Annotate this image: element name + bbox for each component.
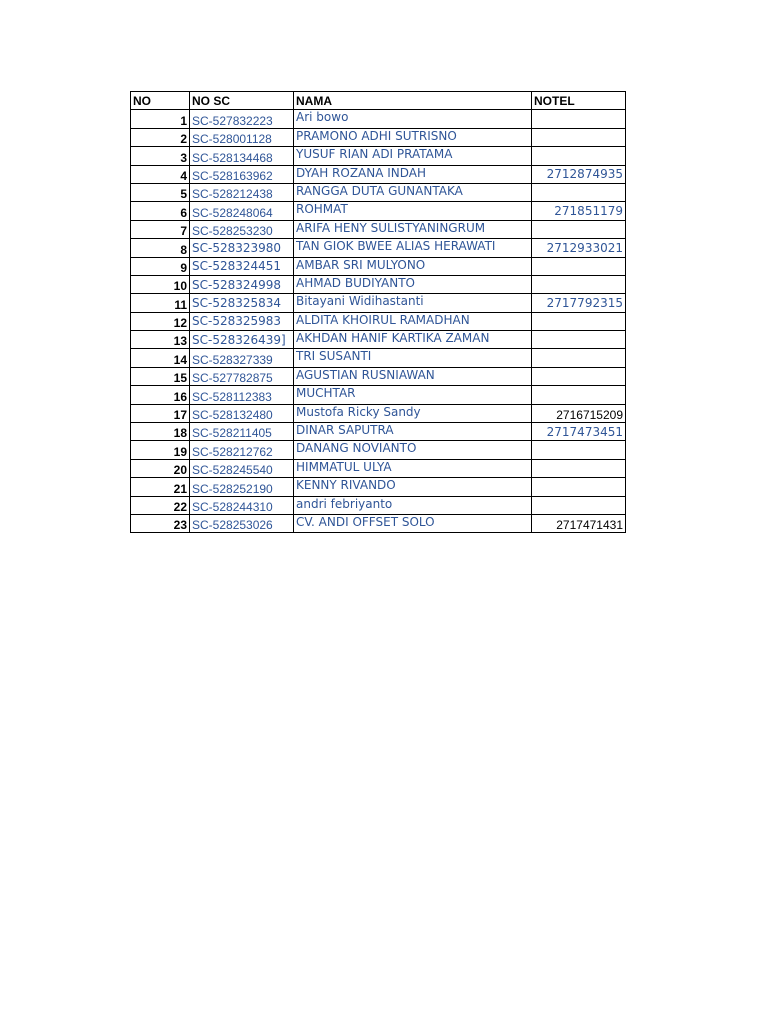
row-number: 2 xyxy=(131,128,190,146)
row-number: 14 xyxy=(131,349,190,367)
row-number: 11 xyxy=(131,294,190,312)
phone-number: 2717471431 xyxy=(532,514,626,532)
customer-name: MUCHTAR xyxy=(294,386,532,404)
row-number: 1 xyxy=(131,110,190,128)
sc-number: SC-527832223 xyxy=(190,110,294,128)
row-number: 20 xyxy=(131,459,190,477)
sc-number: SC-527782875 xyxy=(190,367,294,385)
sc-number: SC-528132480 xyxy=(190,404,294,422)
table-row xyxy=(131,257,626,275)
customer-name: TRI SUSANTI xyxy=(294,349,532,367)
sc-number: SC-528325983 xyxy=(190,312,294,330)
phone-number xyxy=(532,386,626,404)
phone-number xyxy=(532,312,626,330)
sc-number: SC-528323980 xyxy=(190,239,294,257)
header-no-sc: NO SC xyxy=(190,92,294,110)
sc-number: SC-528253026 xyxy=(190,514,294,532)
phone-number xyxy=(532,128,626,146)
table-row xyxy=(131,478,626,496)
table-row xyxy=(131,128,626,146)
customer-name: PRAMONO ADHI SUTRISNO xyxy=(294,128,532,146)
row-number: 4 xyxy=(131,165,190,183)
phone-number: 2716715209 xyxy=(532,404,626,422)
phone-number: 2717792315 xyxy=(532,294,626,312)
phone-number xyxy=(532,441,626,459)
customer-name: AMBAR SRI MULYONO xyxy=(294,257,532,275)
phone-number xyxy=(532,478,626,496)
sc-number: SC-528001128 xyxy=(190,128,294,146)
customer-name: AGUSTIAN RUSNIAWAN xyxy=(294,367,532,385)
customer-name: Bitayani Widihastanti xyxy=(294,294,532,312)
table-row xyxy=(131,239,626,257)
customer-name: ROHMAT xyxy=(294,202,532,220)
phone-number xyxy=(532,183,626,201)
row-number: 10 xyxy=(131,275,190,293)
row-number: 15 xyxy=(131,367,190,385)
table-row xyxy=(131,441,626,459)
table-row xyxy=(131,294,626,312)
customer-name: AKHDAN HANIF KARTIKA ZAMAN xyxy=(294,331,532,349)
table-row xyxy=(131,386,626,404)
row-number: 23 xyxy=(131,514,190,532)
phone-number xyxy=(532,459,626,477)
header-notel: NOTEL xyxy=(532,92,626,110)
phone-number xyxy=(532,331,626,349)
sc-number: SC-528211405 xyxy=(190,423,294,441)
sc-number: SC-528112383 xyxy=(190,386,294,404)
table-row xyxy=(131,349,626,367)
sc-number: SC-528244310 xyxy=(190,496,294,514)
sc-number: SC-528163962 xyxy=(190,165,294,183)
row-number: 17 xyxy=(131,404,190,422)
customer-name: andri febriyanto xyxy=(294,496,532,514)
row-number: 19 xyxy=(131,441,190,459)
customer-name: DINAR SAPUTRA xyxy=(294,423,532,441)
customer-name: ARIFA HENY SULISTYANINGRUM xyxy=(294,220,532,238)
table-row xyxy=(131,423,626,441)
phone-number: 2717473451 xyxy=(532,423,626,441)
sc-number: SC-528253230 xyxy=(190,220,294,238)
customer-name: AHMAD BUDIYANTO xyxy=(294,275,532,293)
row-number: 16 xyxy=(131,386,190,404)
phone-number xyxy=(532,257,626,275)
table-row xyxy=(131,514,626,532)
table-row xyxy=(131,404,626,422)
header-nama: NAMA xyxy=(294,92,532,110)
table-row xyxy=(131,220,626,238)
phone-number xyxy=(532,110,626,128)
sc-number: SC-528252190 xyxy=(190,478,294,496)
row-number: 7 xyxy=(131,220,190,238)
sc-number: SC-528245540 xyxy=(190,459,294,477)
table-row xyxy=(131,496,626,514)
sc-number: SC-528134468 xyxy=(190,147,294,165)
row-number: 22 xyxy=(131,496,190,514)
table-row xyxy=(131,275,626,293)
customer-name: RANGGA DUTA GUNANTAKA xyxy=(294,183,532,201)
row-number: 6 xyxy=(131,202,190,220)
row-number: 21 xyxy=(131,478,190,496)
customer-name: ALDITA KHOIRUL RAMADHAN xyxy=(294,312,532,330)
phone-number: 2712933021 xyxy=(532,239,626,257)
customer-name: Ari bowo xyxy=(294,110,532,128)
phone-number xyxy=(532,275,626,293)
phone-number xyxy=(532,220,626,238)
table-row xyxy=(131,459,626,477)
customer-name: KENNY RIVANDO xyxy=(294,478,532,496)
customer-name: CV. ANDI OFFSET SOLO xyxy=(294,514,532,532)
customer-name: Mustofa Ricky Sandy xyxy=(294,404,532,422)
customer-name: DYAH ROZANA INDAH xyxy=(294,165,532,183)
customer-name: DANANG NOVIANTO xyxy=(294,441,532,459)
row-number: 12 xyxy=(131,312,190,330)
phone-number: 2712874935 xyxy=(532,165,626,183)
sc-number: SC-528324451 xyxy=(190,257,294,275)
phone-number xyxy=(532,147,626,165)
sc-number: SC-528326439] xyxy=(190,331,294,349)
row-number: 13 xyxy=(131,331,190,349)
sc-number: SC-528248064 xyxy=(190,202,294,220)
phone-number xyxy=(532,367,626,385)
table-row xyxy=(131,202,626,220)
table-row xyxy=(131,367,626,385)
customer-name: HIMMATUL ULYA xyxy=(294,459,532,477)
row-number: 3 xyxy=(131,147,190,165)
phone-number xyxy=(532,349,626,367)
sc-number: SC-528324998 xyxy=(190,275,294,293)
table-row xyxy=(131,183,626,201)
phone-number xyxy=(532,496,626,514)
sc-number: SC-528325834 xyxy=(190,294,294,312)
row-number: 8 xyxy=(131,239,190,257)
header-row xyxy=(131,92,626,110)
data-table xyxy=(130,91,626,533)
sc-number: SC-528212438 xyxy=(190,183,294,201)
sc-number: SC-528212762 xyxy=(190,441,294,459)
table-row xyxy=(131,312,626,330)
header-no: NO xyxy=(131,92,190,110)
table-row xyxy=(131,165,626,183)
row-number: 9 xyxy=(131,257,190,275)
phone-number: 271851179 xyxy=(532,202,626,220)
sc-number: SC-528327339 xyxy=(190,349,294,367)
customer-name: YUSUF RIAN ADI PRATAMA xyxy=(294,147,532,165)
customer-name: TAN GIOK BWEE ALIAS HERAWATI xyxy=(294,239,532,257)
table-row xyxy=(131,331,626,349)
row-number: 18 xyxy=(131,423,190,441)
table-row xyxy=(131,147,626,165)
table-row xyxy=(131,110,626,128)
row-number: 5 xyxy=(131,183,190,201)
